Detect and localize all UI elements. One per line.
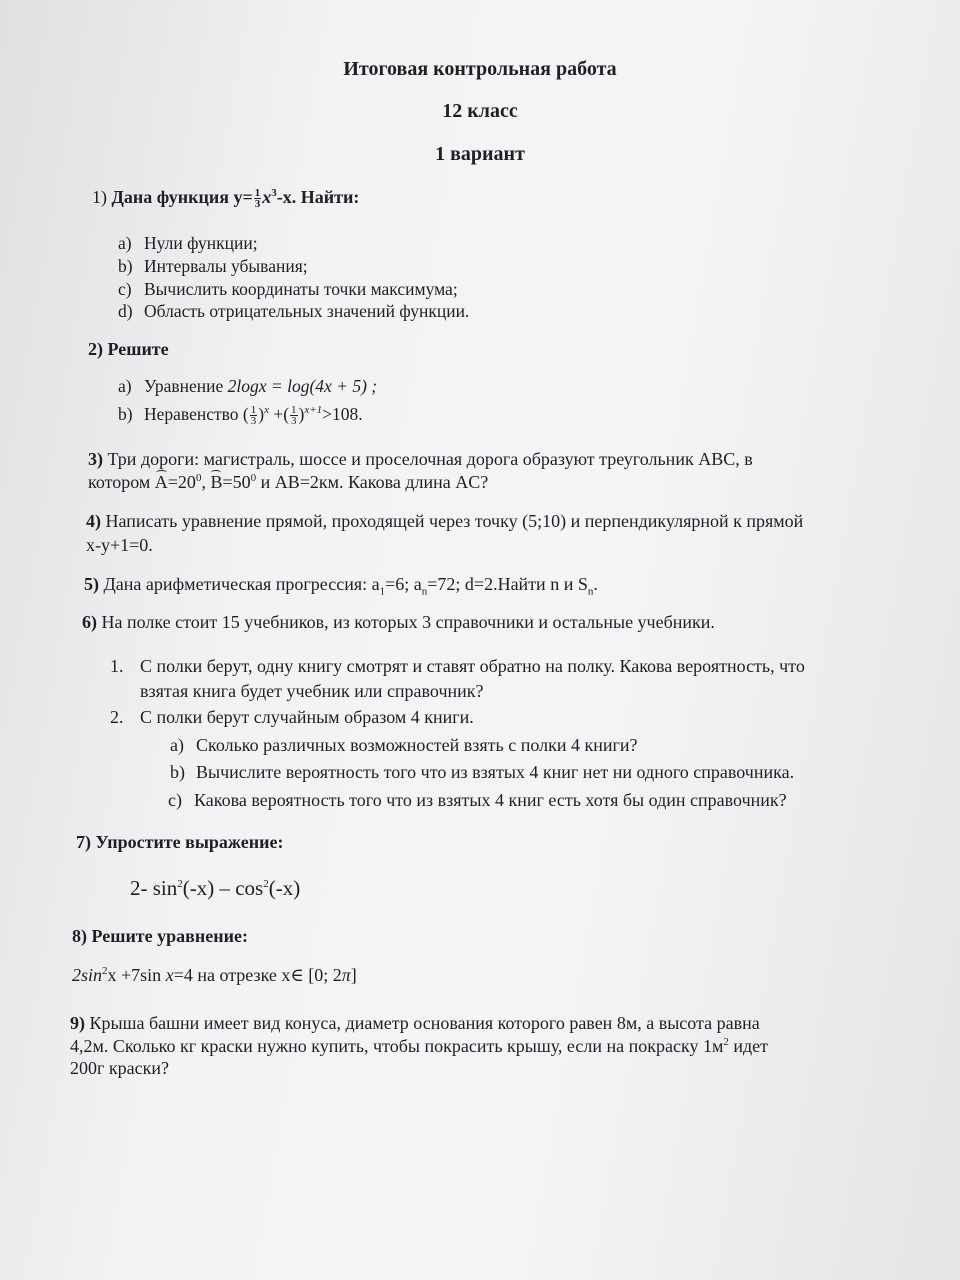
q6-sub-b-text: Вычислите вероятность того что из взятых 4 книг нет ни одного справочника. <box>196 762 795 782</box>
q1-item-c-text: Вычислить координаты точки максимума; <box>144 279 458 299</box>
q6-p2-marker: 2. <box>110 707 124 727</box>
q1-item-c <box>118 279 458 300</box>
q2-b-frac2-den: 3 <box>291 415 297 428</box>
q8-m2: x +7sin <box>107 965 162 985</box>
q3-num: 3) <box>88 449 103 469</box>
q5-t1: Дана арифметическая прогрессия: a <box>103 574 380 594</box>
q2-item-a <box>118 376 377 397</box>
q7-heading: 7) Упростите выражение: <box>76 832 284 852</box>
q8-p1: 2 <box>102 965 108 977</box>
q6-sub-b-marker: b) <box>170 762 185 782</box>
q6-sub-c-marker: c) <box>168 790 182 810</box>
q1-tail: -x. Найти: <box>276 187 360 207</box>
q6-sub-c <box>168 790 787 811</box>
q2-b-frac1-num: 1 <box>250 404 257 417</box>
q5-t2: =6; a <box>385 574 422 594</box>
doc-title: Итоговая контрольная работа <box>343 58 617 80</box>
q8-pi: π <box>341 965 351 985</box>
q2-b-frac1-den: 3 <box>250 415 257 428</box>
q1-item-b-marker: b) <box>118 256 133 276</box>
q7-e3: (-x) <box>268 876 301 900</box>
q9-line1 <box>70 1013 760 1034</box>
q5-s2: n <box>421 585 428 598</box>
q1-item-a-text: Нули функции; <box>144 233 258 253</box>
q1-num: 1) <box>92 187 107 207</box>
q1-item-d-marker: d) <box>118 301 133 321</box>
q6-num: 6) <box>82 612 97 632</box>
q9-line3: 200г краски? <box>70 1058 169 1078</box>
q3-line1-text: Три дороги: магистраль, шоссе и проселочная дорога образуют треугольник ABC, в <box>107 449 753 469</box>
q1-item-b <box>118 256 308 277</box>
q9-line2-pre: 4,2м. Сколько кг краски нужно купить, чтобы покрасить крышу, если на покраску 1м <box>70 1036 724 1056</box>
q1-frac-den: 3 <box>254 198 261 211</box>
q6-p1-line1: С полки берут, одну книгу смотрят и ставят обратно на полку. Какова вероятность, что <box>140 656 805 676</box>
q2-b-frac1 <box>250 405 258 426</box>
q2-b-frac2-num: 1 <box>291 404 297 417</box>
q3-l2-pre: котором <box>88 472 151 492</box>
q9-num: 9) <box>70 1013 85 1033</box>
q9-line1-text: Крыша башни имеет вид конуса, диаметр основания которого равен 8м, а высота равна <box>89 1013 760 1033</box>
q5-s3: n <box>587 585 594 598</box>
q6-p2-text: С полки берут случайным образом 4 книги. <box>140 707 474 727</box>
q7-p1: 2 <box>177 878 183 890</box>
q6-sub-a <box>170 735 638 756</box>
q1-heading <box>92 187 359 209</box>
q2-b-exp2: x+1 <box>304 404 323 417</box>
q8-m4: =4 на отрезке x∈ [0; 2 <box>173 965 342 985</box>
q7-e2: (-x) – cos <box>182 876 264 900</box>
q6-part2 <box>110 707 474 728</box>
q2-heading: 2) Решите <box>88 339 169 359</box>
q2-a-math: 2logx = log(4x + 5) ; <box>227 376 378 396</box>
q8-m5: ] <box>350 965 357 985</box>
q8-m3: x <box>165 965 174 985</box>
q7-e1: 2- sin <box>130 876 178 900</box>
q1-var: x <box>262 187 272 207</box>
q1-item-a <box>118 233 258 254</box>
q6-sub-a-text: Сколько различных возможностей взять с полки 4 книги? <box>196 735 638 755</box>
q2-b-marker: b) <box>118 404 133 424</box>
q3-line1 <box>88 449 753 470</box>
q4-line1 <box>86 511 803 532</box>
q1-fraction <box>254 188 262 209</box>
q3-angle-a: A <box>154 472 168 492</box>
q5-num: 5) <box>84 574 99 594</box>
q9-line2-post: идет <box>733 1036 768 1056</box>
q1-item-a-marker: a) <box>118 233 132 253</box>
q3-angle-b: B <box>210 472 223 492</box>
q4-line1-text: Написать уравнение прямой, проходящей через точку (5;10) и перпендикулярной к прямой <box>105 511 804 531</box>
q1-frac-num: 1 <box>254 187 261 200</box>
q6-line <box>82 612 715 633</box>
q3-val-b: =50 <box>222 472 251 492</box>
q1-exp: 3 <box>271 187 277 199</box>
q6-sub-c-text: Какова вероятность того что из взятых 4 книг есть хотя бы один справочник? <box>194 790 787 810</box>
q1-item-d <box>118 301 469 322</box>
q1-lead: Дана функция y= <box>111 187 253 207</box>
q5-line <box>84 574 598 598</box>
q8-heading: 8) Решите уравнение: <box>72 926 248 946</box>
q3-deg-a: 0 <box>195 472 202 484</box>
q5-t4: . <box>593 574 598 594</box>
q3-sep: , <box>201 472 206 492</box>
q2-b-frac2 <box>290 405 298 426</box>
q6-text: На полке стоит 15 учебников, из которых 3 справочники и остальные учебники. <box>101 612 715 632</box>
q9-line2-sup: 2 <box>723 1036 729 1048</box>
q1-item-c-marker: c) <box>118 279 132 299</box>
q6-sub-b <box>170 762 794 783</box>
q4-line2: x-y+1=0. <box>86 535 153 555</box>
q2-a-word: Уравнение <box>144 376 224 396</box>
q8-equation <box>72 965 357 986</box>
q8-m1: 2sin <box>72 965 103 985</box>
variant-heading: 1 вариант <box>435 143 525 165</box>
q5-s1: 1 <box>379 585 386 598</box>
q2-item-b: b) Неравенство ( $\frac{1}{3}$ )$^x$ +( $\frac{1}{3}$ )$^{x+1}$>108. <box>118 404 363 428</box>
q4-num: 4) <box>86 511 101 531</box>
q9-line2 <box>70 1036 768 1057</box>
q2-b-exp1: x <box>264 404 269 417</box>
q6-p1-marker: 1. <box>110 656 124 676</box>
q6-sub-a-marker: a) <box>170 735 184 755</box>
q6-part1-line1 <box>110 656 805 677</box>
q7-expression <box>130 876 300 901</box>
q7-p2: 2 <box>263 878 269 890</box>
q1-item-b-text: Интервалы убывания; <box>144 256 308 276</box>
q6-p1-line2: взятая книга будет учебник или справочник? <box>140 681 484 701</box>
q2-b-word: Неравенство <box>144 404 239 424</box>
q3-line2 <box>88 472 488 493</box>
q2-b-tail: >108. <box>322 404 363 424</box>
q3-val-a: =20 <box>167 472 196 492</box>
q2-a-marker: a) <box>118 376 132 396</box>
q5-t3: =72; d=2.Найти n и S <box>427 574 588 594</box>
q2-b-plus: + <box>273 404 284 424</box>
q3-deg-b: 0 <box>250 472 257 484</box>
q3-l2-tail: и AB=2км. Какова длина AC? <box>260 472 489 492</box>
grade-heading: 12 класс <box>442 100 518 122</box>
q1-item-d-text: Область отрицательных значений функции. <box>144 301 470 321</box>
